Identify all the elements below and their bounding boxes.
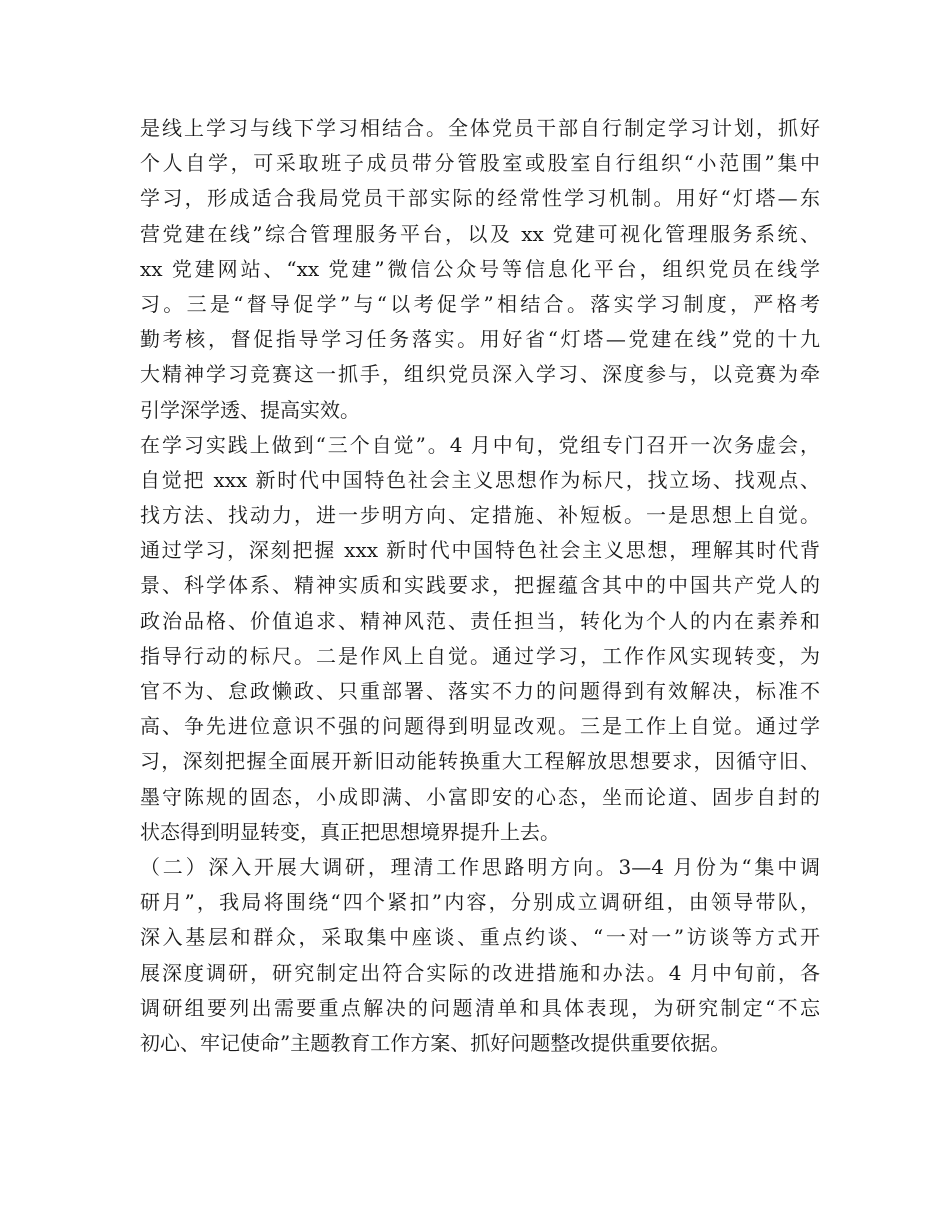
text-line: 大精神学习竞赛这一抓手，组织党员深入学习、深度参与，以竞赛为牵 xyxy=(140,362,820,387)
text-line: 状态得到明显转变，真正把思想境界提升上去。 xyxy=(140,819,560,844)
text-line: 勤考核，督促指导学习任务落实。用好省“灯塔—党建在线”党的十九 xyxy=(140,327,820,352)
text-line: 找方法、找动力，进一步明方向、定措施、补短板。一是思想上自觉。 xyxy=(140,503,820,528)
text-line: （二）深入开展大调研，理清工作思路明方向。3—4 月份为“集中调 xyxy=(140,854,820,879)
text-line: 自觉把 xxx 新时代中国特色社会主义思想作为标尺，找立场、找观点、 xyxy=(140,467,820,492)
text-line: xx 党建网站、“xx 党建”微信公众号等信息化平台，组织党员在线学 xyxy=(140,256,820,281)
text-line: 展深度调研，研究制定出符合实际的改进措施和办法。4 月中旬前，各 xyxy=(140,960,820,985)
text-line: 个人自学，可采取班子成员带分管股室或股室自行组织“小范围”集中 xyxy=(140,151,820,176)
text-line: 学习，形成适合我局党员干部实际的经常性学习机制。用好“灯塔—东 xyxy=(140,186,820,211)
text-line: 指导行动的标尺。二是作风上自觉。通过学习，工作作风实现转变，为 xyxy=(140,643,820,668)
text-line: 景、科学体系、精神实质和实践要求，把握蕴含其中的中国共产党人的 xyxy=(140,573,820,598)
text-line: 高、争先进位意识不强的问题得到明显改观。三是工作上自觉。通过学 xyxy=(140,714,820,739)
paragraph-three-self-awareness xyxy=(140,428,820,850)
text-line: 官不为、怠政懒政、只重部署、落实不力的问题得到有效解决，标准不 xyxy=(140,679,820,703)
text-line: 调研组要列出需要重点解决的问题清单和具体表现，为研究制定“不忘 xyxy=(140,995,820,1020)
text-line: 政治品格、价值追求、精神风范、责任担当，转化为个人的内在素养和 xyxy=(140,608,820,633)
text-line: 初心、牢记使命”主题教育工作方案、抓好问题整改提供重要依据。 xyxy=(140,1030,731,1055)
text-line: 是线上学习与线下学习相结合。全体党员干部自行制定学习计划，抓好 xyxy=(140,116,820,140)
text-line: 墨守陈规的固态，小成即满、小富即安的心态，坐而论道、固步自封的 xyxy=(140,784,820,809)
text-line: 引学深学透、提高实效。 xyxy=(140,397,360,422)
text-line: 深入基层和群众，采取集中座谈、重点约谈、“一对一”访谈等方式开 xyxy=(140,925,820,950)
text-line: 习。三是“督导促学”与“以考促学”相结合。落实学习制度，严格考 xyxy=(140,291,820,316)
text-line: 研月”，我局将围绕“四个紧扣”内容，分别成立调研组，由领导带队， xyxy=(140,890,820,915)
text-line: 习，深刻把握全面展开新旧动能转换重大工程解放思想要求，因循守旧、 xyxy=(140,749,820,774)
paragraph-study-methods xyxy=(140,111,820,428)
text-line: 通过学习，深刻把握 xxx 新时代中国特色社会主义思想，理解其时代背 xyxy=(140,538,820,563)
paragraph-research xyxy=(140,850,820,1061)
text-line: 在学习实践上做到“三个自觉”。4 月中旬，党组专门召开一次务虚会， xyxy=(140,432,820,457)
text-line: 营党建在线”综合管理服务平台，以及 xx 党建可视化管理服务系统、 xyxy=(140,221,820,246)
document-body xyxy=(140,111,820,1061)
